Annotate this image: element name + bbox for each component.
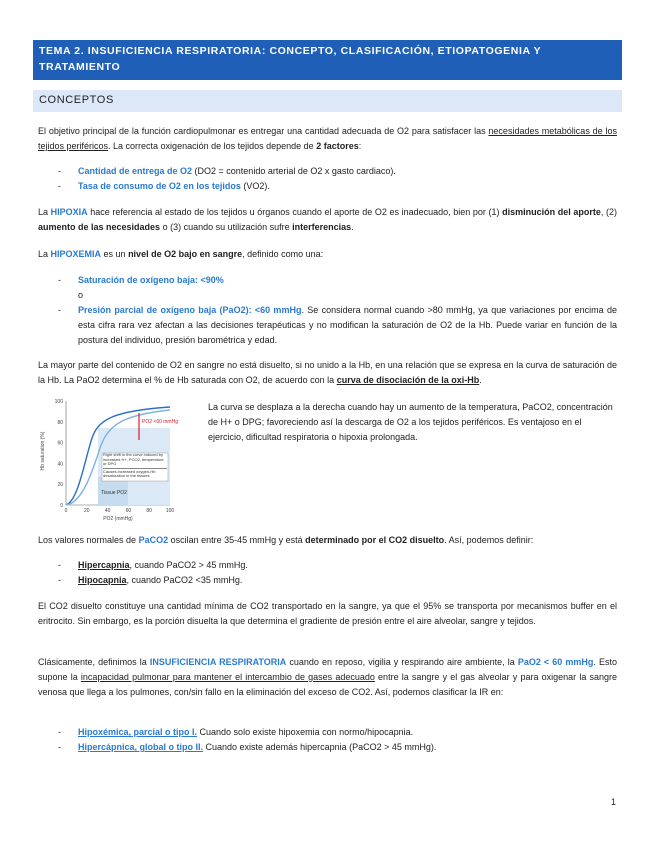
paragraph-hipoxemia: La HIPOXEMIA es un nivel de O2 bajo en sangre, definido como una: — [38, 249, 324, 259]
x-tick-label: 20 — [84, 508, 90, 514]
page-number: 1 — [611, 797, 617, 807]
y-tick-label: 60 — [57, 440, 63, 447]
list-item: Hipoxémica, parcial o tipo I. Cuando solo existe hipoxemia con normo/hipocapnia. — [78, 727, 414, 737]
list-item: Presión parcial de oxígeno baja (PaO2): <60 mmHg. Se considera normal cuando >80 mmHg, ya que variaciones por encima de esta cifra rara vez afectan a las decisiones terapéuticas y no modifican la saturación de O2 de la Hb. Puede variar en función de la postura del individuo, presión barométrica y edad. — [78, 305, 618, 345]
figure-xlabel: PO2 (mmHg) — [103, 516, 133, 522]
x-tick-label: 40 — [104, 508, 111, 514]
list-item: Cantidad de entrega de O2 (DO2 = contenido arterial de O2 x gasto cardiaco). — [78, 166, 396, 176]
list-item: Hipercapnia, cuando PaCO2 > 45 mmHg. — [78, 560, 248, 570]
x-tick-label: 80 — [146, 508, 152, 514]
list-bullet: - — [58, 742, 61, 752]
list-bullet: - — [58, 575, 61, 585]
paragraph-curve-shift: La curva se desplaza a la derecha cuando hay un aumento de la temperatura, PaCO2, concentración de H+ o DPG; favoreciendo así la descarga de O2 a los tejidos periféricos. Es ventajoso en el ejercicio, dificultad respiratoria o hipoxia prolongada. — [208, 402, 613, 442]
x-tick-label: 60 — [125, 508, 132, 514]
y-tick-label: 80 — [57, 419, 63, 426]
oxygen-dissociation-curve-figure — [38, 393, 203, 528]
figure-desaturation-note: Causes increased oxygen-Hb desaturation in the tissues — [103, 468, 167, 479]
list-bullet: - — [58, 560, 61, 570]
paragraph-paco2: Los valores normales de PaCO2 oscilan entre 35-45 mmHg y está determinado por el CO2 disuelto. Así, podemos definir: — [38, 535, 534, 545]
y-tick-label: 40 — [57, 461, 63, 468]
section-heading: CONCEPTOS — [33, 90, 622, 112]
y-tick-label: 100 — [54, 399, 63, 405]
y-tick-label: 0 — [60, 503, 63, 509]
paragraph-hipoxia: La HIPOXIA hace referencia al estado de los tejidos u órganos cuando el aporte de O2 es inadecuado, bien por (1) disminución del aporte, (2) aumento de las necesidades o (3) cuando su utilización sufre interferencias. — [38, 207, 617, 232]
list-bullet: - — [58, 166, 61, 176]
paragraph-ir: Clásicamente, definimos la INSUFICIENCIA RESPIRATORIA cuando en reposo, vigilia y respirando aire ambiente, la PaO2 < 60 mmHg. Esto supone la incapacidad pulmonar para mantener el intercambio de gases adecuado entre la sangre y el gas alveolar y para oxigenar la sangre venosa que llega a los pulmones, con/sin fallo en la eliminación del exceso de CO2. Así, podemos clasificar la IR en: — [38, 657, 618, 697]
x-tick-label: 100 — [165, 508, 175, 514]
list-item: Hipercápnica, global o tipo II. Cuando existe además hipercapnia (PaCO2 > 45 mmHg). — [78, 742, 437, 752]
list-bullet: - — [58, 305, 61, 315]
paragraph-intro: El objetivo principal de la función cardiopulmonar es entregar una cantidad adecuada de O2 para satisfacer las necesidades metabólicas de los tejidos periféricos. La correcta oxigenación de los tejidos depende de 2 factores: — [38, 126, 617, 151]
list-bullet: - — [58, 275, 61, 285]
page-title: TEMA 2. INSUFICIENCIA RESPIRATORIA: CONCEPTO, CLASIFICACIÓN, ETIOPATOGENIA Y TRATAMIENTO — [33, 40, 622, 80]
y-tick-label: 20 — [57, 482, 63, 489]
list-item: Saturación de oxígeno baja: <90% — [78, 275, 224, 285]
paragraph-co2: El CO2 disuelto constituye una cantidad mínima de CO2 transportado en la sangre, ya que el 95% se transporta por mecanismos buffer en el eritrocito. Sin embargo, es la porción disuelta la que determina el gradiente de presión entre el aire alveolar, sangre y tejidos. — [38, 601, 617, 626]
figure-tissue-label: Tissue PO2 — [101, 490, 127, 496]
list-item: Hipocapnia, cuando PaCO2 <35 mmHg. — [78, 575, 243, 585]
paragraph-oxi-hb: La mayor parte del contenido de O2 en sangre no está disuelto, si no unido a la Hb, en una relación que se expresa en la curva de saturación de la Hb. La PaO2 determina el % de Hb saturada con O2, de acuerdo con la curva de disociación de la oxi-Hb. — [38, 360, 617, 385]
figure-ylabel: Hb saturation (%) — [40, 431, 46, 471]
list-connector: o — [78, 290, 84, 300]
figure-shift-note: Right shift in the curve induced by increased H+, PCO2, temperature or DPG — [103, 453, 164, 467]
list-item: Tasa de consumo de O2 en los tejidos (VO2). — [78, 181, 270, 191]
list-bullet: - — [58, 727, 61, 737]
figure-red-label: PO2 <60 mmHg — [142, 419, 178, 425]
x-tick-label: 0 — [64, 508, 68, 514]
list-bullet: - — [58, 181, 61, 191]
